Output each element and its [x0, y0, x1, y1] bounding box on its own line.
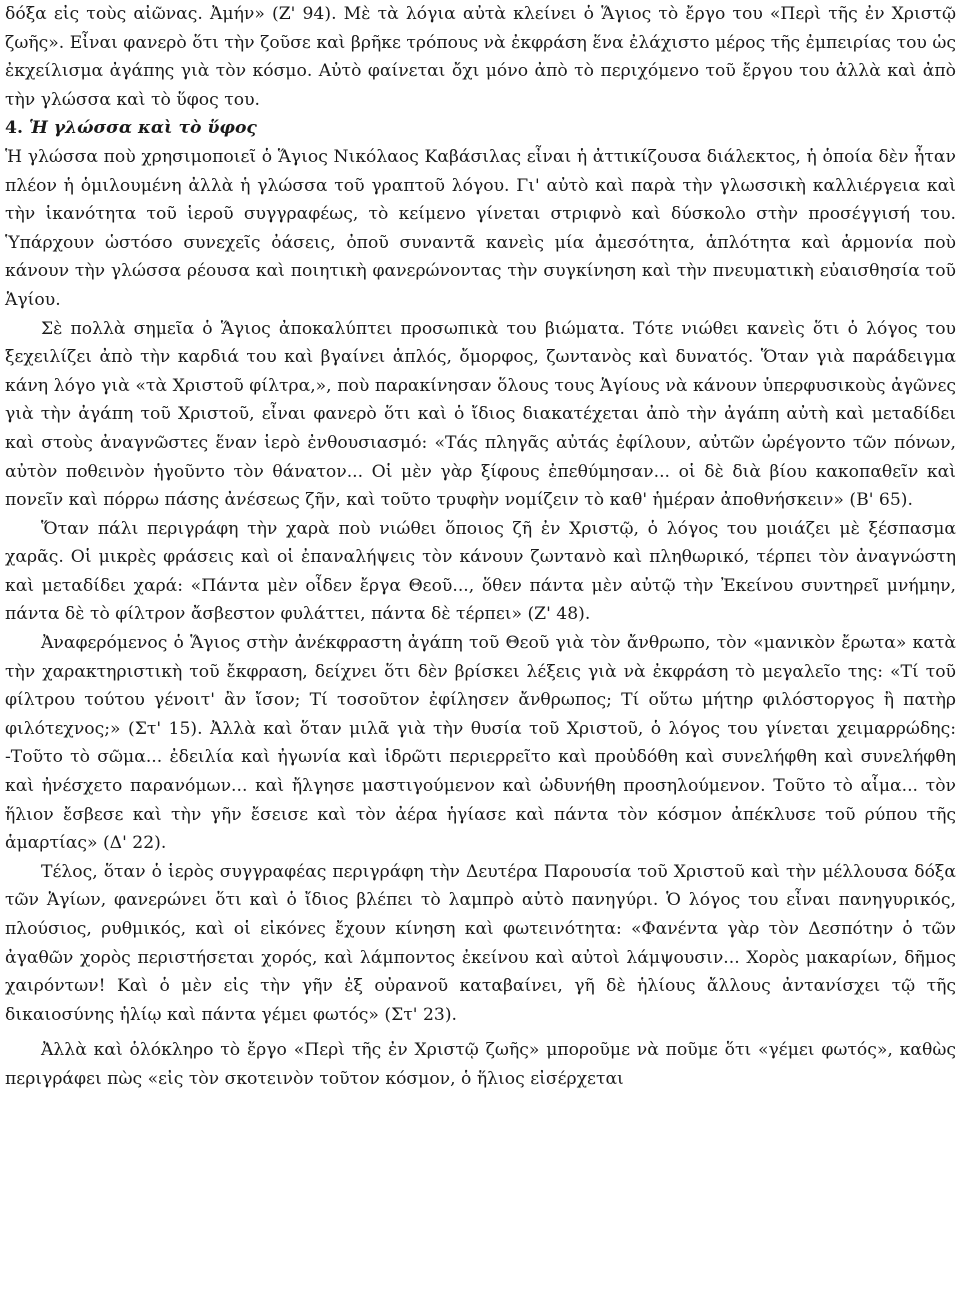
paragraph-love: Ἀναφερόμενος ὁ Ἅγιος στὴν ἀνέκφραστη ἀγάπη τοῦ Θεοῦ γιὰ τὸν ἄνθρωπο, τὸν «μανικὸν ἔρωτα» κατὰ τὴν χαρακτηριστικὴ τοῦ ἔκφραση, δείχνει ὅτι δὲν βρίσκει λέξεις γιὰ νὰ ἐκφράση τὸ μεγαλεῖο της: «Τί τοῦ φίλτρου τούτου γένοιτ' ἂν ἴσον; Τί τοσοῦτον ἐφίλησεν ἄνθρωπος; Τί οὕτω μήτηρ φιλόστοργος ἢ πατὴρ φιλότεχνος;» (Στ' 15). Ἀλλὰ καὶ ὅταν μιλᾶ γιὰ τὴν θυσία τοῦ Χριστοῦ, ὁ λόγος του γίνεται χειμαρρώδης: -Τοῦτο τὸ σῶμα... ἐδειλία καὶ ἠγωνία καὶ ἱδρῶτι περιερρεῖτο καὶ προὐδόθη καὶ συνελήφθη καὶ συνελήφθη καὶ ἠνέσχετο παρανόμων... καὶ ἤλγησε μαστιγούμενον καὶ ὠδυνήθη προσηλούμενον. Τοῦτο τὸ αἷμα... τὸν ἥλιον ἔσβεσε καὶ τὴν γῆν ἔσεισε καὶ τὸν ἀέρα ἡγίασε καὶ πάντα τὸν κόσμον ἀπέκλυσε τοῦ ρύπου τῆς ἁμαρτίας» (Δ' 22). — [5, 633, 956, 854]
paragraph-language: Ἡ γλώσσα ποὺ χρησιμοποιεῖ ὁ Ἅγιος Νικόλαος Καβάσιλας εἶναι ἡ ἀττικίζουσα διάλεκτος, ἡ ὁποία δὲν ἦταν πλέον ἡ ὁμιλουμένη ἀλλὰ ἡ γλώσσα τοῦ γραπτοῦ λόγου. Γι' αὐτὸ καὶ παρὰ τὴν γλωσσικὴ καλλιέργεια καὶ τὴν ἱκανότητα τοῦ ἱεροῦ συγγραφέως, τὸ κείμενο γίνεται στριφνὸ καὶ δύσκολο στὴν προσέγγισή του. Ὑπάρχουν ὡστόσο συνεχεῖς ὀάσεις, ὀποῦ συναντᾶ κανεὶς μία ἀμεσότητα, ἁπλότητα καὶ ἁρμονία ποὺ κάνουν τὴν γλώσσα ρέουσα καὶ ποιητικὴ φανερώνοντας τὴν συγκίνηση καὶ τὴν πνευματικὴ εὐαισθησία τοῦ Ἁγίου. — [5, 146, 956, 310]
section-title: Ἡ γλώσσα καὶ τὸ ὕφος — [28, 118, 257, 139]
paragraph-second-coming: Τέλος, ὅταν ὁ ἱερὸς συγγραφέας περιγράφη τὴν Δευτέρα Παρουσία τοῦ Χριστοῦ καὶ τὴν μέλλουσα δόξα τῶν Ἁγίων, φανερώνει ὅτι καὶ ὁ ἴδιος βλέπει τὸ λαμπρὸ αὐτὸ πανηγύρι. Ὁ λόγος του εἶναι πανηγυρικός, πλούσιος, ρυθμικός, καὶ οἱ εἰκόνες ἔχουν κίνηση καὶ φωτεινότητα: «Φανέντα γὰρ τὸν Δεσπότην ὁ τῶν ἀγαθῶν χορὸς περιστήσεται χορός, καὶ λάμποντος ἐκείνου καὶ αὐτοὶ λάμψουσιν... Χορὸς μακαρίων, δῆμος χαιρόντων! Καὶ ὁ μὲν εἰς τὴν γῆν ἐξ οὐρανοῦ καταβαίνει, γῆ δὲ ἡλίους ἄλλους ἀντανίσχει τῷ τῆς δικαιοσύνης ἡλίῳ καὶ πάντα γέμει φωτός» (Στ' 23). — [5, 861, 956, 1025]
section-number: 4. — [5, 118, 23, 139]
paragraph-conclusion: Ἀλλὰ καὶ ὁλόκληρο τὸ ἔργο «Περὶ τῆς ἐν Χριστῷ ζωῆς» μποροῦμε νὰ ποῦμε ὅτι «γέμει φωτός», καθὼς περιγράφει πὼς «εἰς τὸν σκοτεινὸν τοῦτον κόσμον, ὁ ἥλιος εἰσέρχεται — [5, 1040, 956, 1089]
intro-paragraph: δόξα εἰς τοὺς αἰῶνας. Ἀμήν» (Ζ' 94). Μὲ τὰ λόγια αὐτὰ κλείνει ὁ Ἅγιος τὸ ἔργο του «Περὶ τῆς ἐν Χριστῷ ζωῆς». Εἶναι φανερὸ ὅτι τὴν ζοῦσε καὶ βρῆκε τρόπους νὰ ἐκφράση ἕνα ἐλάχιστο μέρος τῆς ἐμπειρίας του ὡς ἐκχείλισμα ἀγάπης γιὰ τὸν κόσμο. Αὐτὸ φαίνεται ὄχι μόνο ἀπὸ τὸ περιχόμενο τοῦ ἔργου του ἀλλὰ καὶ ἀπὸ τὴν γλώσσα καὶ τὸ ὕφος του. — [5, 4, 956, 110]
section-heading — [5, 114, 956, 143]
paragraph-experiences: Σὲ πολλὰ σημεῖα ὁ Ἅγιος ἀποκαλύπτει προσωπικὰ του βιώματα. Τότε νιώθει κανεὶς ὅτι ὁ λόγος του ξεχειλίζει ἀπὸ τὴν καρδιά του καὶ βγαίνει ἁπλός, ὄμορφος, ζωντανὸς καὶ δυνατός. Ὅταν γιὰ παράδειγμα κάνη λόγο γιὰ «τὰ Χριστοῦ φίλτρα,», ποὺ παρακίνησαν ὅλους τους Ἁγίους νὰ κάνουν ὑπερφυσικοὺς ἀγῶνες γιὰ τὴν ἀγάπη τοῦ Χριστοῦ, εἶναι φανερὸ ὅτι καὶ ὁ ἴδιος διακατέχεται ἀπὸ τὴν ἀγάπη αὐτὴ καὶ μεταδίδει καὶ στοὺς ἀναγνῶστες ἕναν ἱερὸ ἐνθουσιασμό: «Τάς πληγᾶς αὐτάς ἐφίλουν, αὐτῶν ὠρέγοντο τῶν πόνων, αὐτὸν ποθεινὸν ἡγοῦντο τὸν θάνατον... Οἱ μὲν γὰρ ξίφους ἐπεθύμησαν... οἱ δὲ διὰ βίου κακοπαθεῖν καὶ πονεῖν καὶ πόρρω πάσης ἀνέσεως ζῆν, καὶ τοῦτο τρυφὴν νομίζειν τὸ καθ' ἡμέραν ἀποθνήσκειν» (Β' 65). — [5, 318, 956, 511]
paragraph-joy: Ὅταν πάλι περιγράφη τὴν χαρὰ ποὺ νιώθει ὅποιος ζῆ ἐν Χριστῷ, ὁ λόγος του μοιάζει μὲ ξέσπασμα χαρᾶς. Οἱ μικρὲς φράσεις καὶ οἱ ἐπαναλήψεις τὸν κάνουν ζωντανὸ καὶ πληθωρικό, τέρπει τὸν ἀναγνώστη καὶ μεταδίδει χαρά: «Πάντα μὲν οἶδεν ἔργα Θεοῦ..., ὅθεν πάντα μὲν αὐτῷ τὴν Ἐκείνου συντηρεῖ μνήμην, πάντα δὲ τὸ φίλτρον ἄσβεστον φυλάττει, πάντα δὲ τέρπει» (Ζ' 48). — [5, 518, 956, 625]
